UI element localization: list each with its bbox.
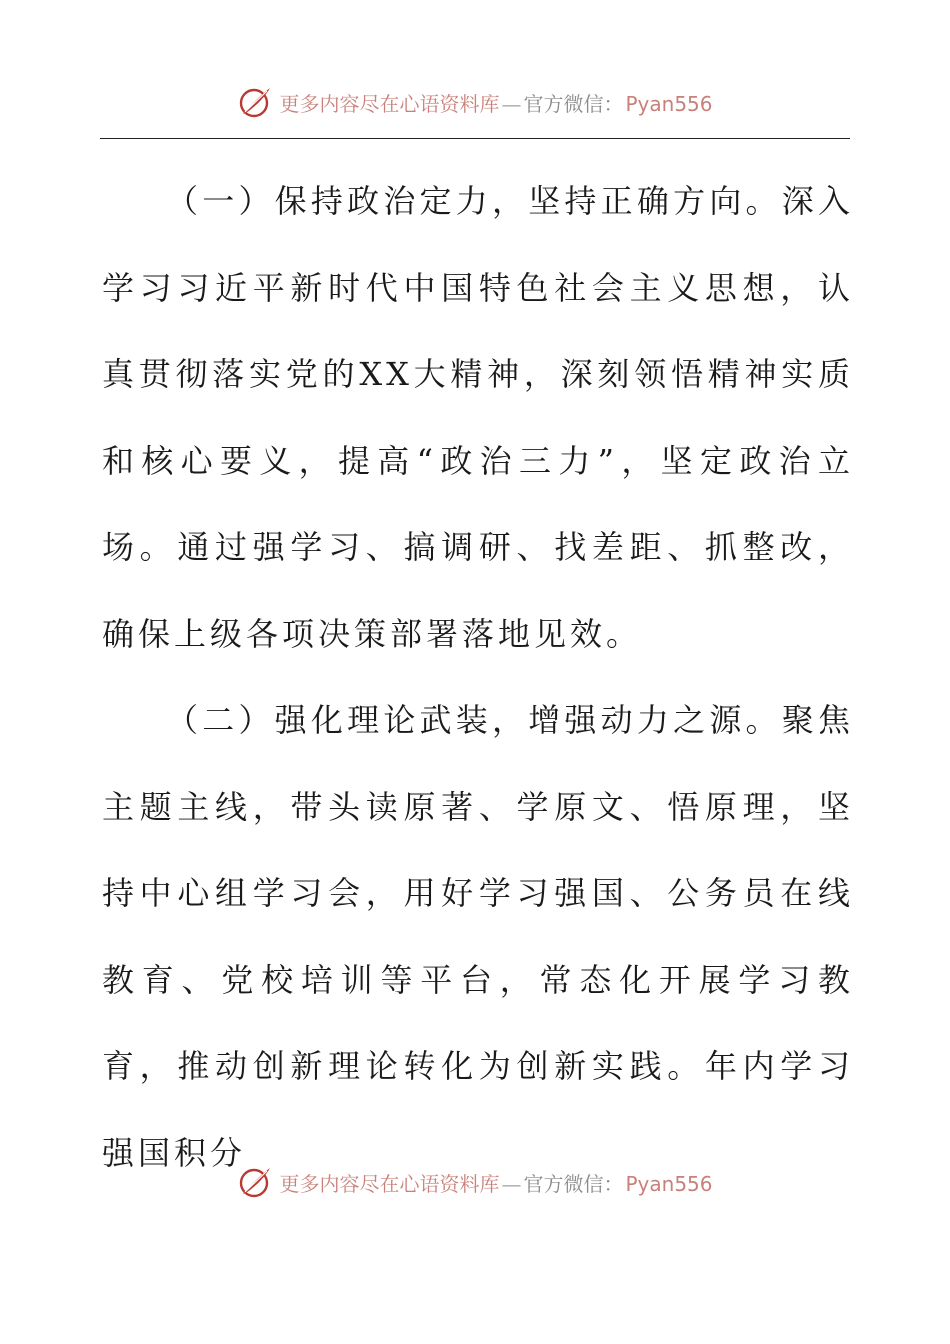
footer-watermark [0,1162,950,1202]
watermark-account: Pyan556 [625,1171,713,1196]
paragraph-1: （一）保持政治定力，坚持正确方向。深入学习习近平新时代中国特色社会主义思想，认真贯彻落实党的XX大精神，深刻领悟精神实质和核心要义，提高“政治三力”，坚定政治立场。通过强学习、搞调研、找差距、抓整改，确保上级各项决策部署落地见效。 [102,182,854,653]
quill-logo-icon [237,1164,273,1200]
watermark-lead-text: 更多内容尽在心语资料库 [279,91,500,116]
quill-logo-icon [237,84,273,120]
header-watermark [0,82,950,122]
watermark-dash: — [501,91,522,116]
watermark-account: Pyan556 [625,91,713,116]
paragraph-2: （二）强化理论武装，增强动力之源。聚焦主题主线，带头读原著、学原文、悟原理，坚持中心组学习会，用好学习强国、公务员在线教育、党校培训等平台，常态化开展学习教育，推动创新理论转化为创新实践。年内学习强国积分 [102,701,854,1172]
header-rule [100,138,850,139]
watermark-dash: — [501,1171,522,1196]
watermark-wechat-label: 官方微信： [523,91,624,116]
document-body [102,158,854,1196]
watermark-wechat-label: 官方微信： [523,1171,624,1196]
watermark-lead-text: 更多内容尽在心语资料库 [279,1171,500,1196]
